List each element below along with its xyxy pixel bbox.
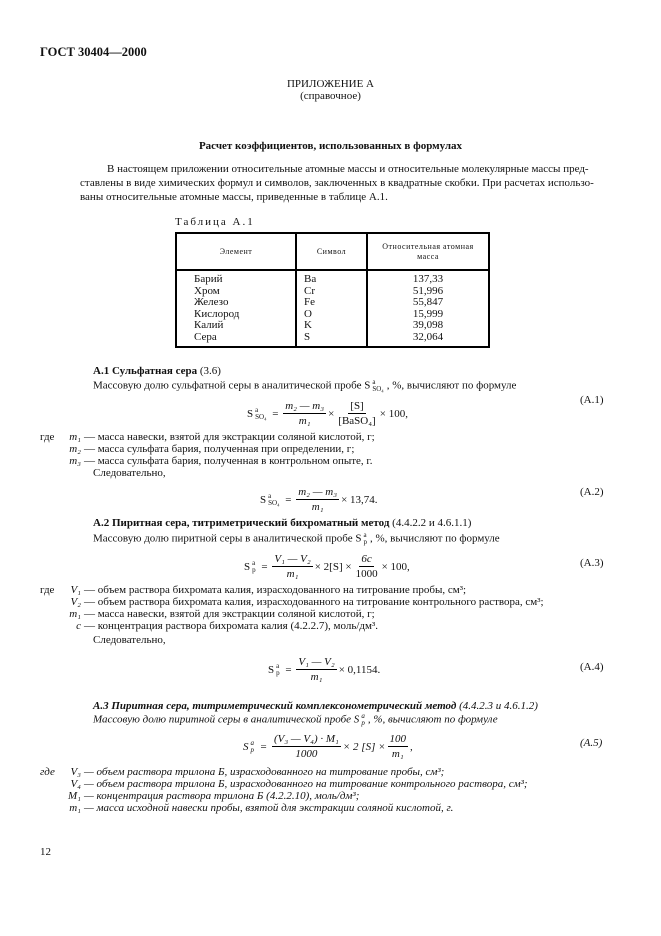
formula-a5: S a p = $\frac{\text{(V₃ — V₄) · M₁}}{1000}$ × 2 [S] × $\frac{100}{\text{m₁}}$ ,: [243, 733, 413, 760]
hence-text: Следовательно,: [93, 467, 166, 479]
table-cell: O: [304, 307, 312, 320]
intro-line: ставлены в виде химических формул и символов, заключенных в квадратные скобки. При расчетах использо-: [80, 177, 594, 189]
variable-definition: [52, 455, 375, 467]
table-cell: Калий: [194, 319, 224, 331]
table-cell: Барий: [194, 273, 223, 285]
section-a2-text: Массовую долю пиритной серы в аналитической пробе S a p , %, вычисляют по формуле: [93, 531, 500, 546]
variable-symbol: V₃: [70, 766, 81, 778]
table-cell: 51,996: [412, 284, 444, 297]
formula-label: (А.1): [580, 394, 604, 406]
variable-definition: [52, 790, 528, 802]
table-cell: Железо: [194, 296, 229, 308]
table-cell: S: [304, 330, 311, 343]
variable-symbol: m₁: [69, 431, 81, 443]
table-cell: Ba: [304, 273, 317, 285]
table-cell: K: [304, 319, 312, 331]
variable-description: — объем раствора трилона Б, израсходованного на титрование пробы, см³;: [84, 766, 445, 778]
where-label: где: [40, 431, 55, 443]
variable-symbol: V₁: [70, 584, 81, 596]
table-cell: Кислород: [194, 307, 240, 320]
variable-description: — масса сульфата бария, полученная при определении, г;: [84, 443, 355, 455]
where-label: где: [40, 766, 55, 778]
variable-symbol: V₂: [70, 596, 81, 608]
table-header: Символ: [316, 246, 347, 256]
where-label: где: [40, 584, 55, 596]
variable-description: — объем раствора бихромата калия, израсходованного на титрование контрольного раствора, см³;: [84, 596, 544, 608]
formula-a4: S a p = $\frac{\text{V₁ — V₂}}{\text{m₁}}$ × 0,1154.: [268, 656, 381, 683]
variable-description: — объем раствора бихромата калия, израсходованного на титрование пробы, см³;: [84, 584, 467, 596]
formula-a3: S a p = $\frac{\text{V₁ — V₂}}{\text{m₁}}$ × 2[S] × $\frac{6c}{1000}$ × 100,: [244, 553, 410, 580]
variable-description: — объем раствора трилона Б, израсходованного на титрование контрольного раствора, см³;: [84, 778, 528, 790]
page-number: 12: [40, 846, 51, 858]
section-a3-heading: А.3 Пиритная сера, титриметрический комплексонометрический метод (4.4.2.3 и 4.6.1.2): [93, 700, 538, 712]
variable-definition: [40, 584, 544, 596]
formula-label: (А.2): [580, 486, 604, 498]
variable-description: — концентрация раствора бихромата калия (4.2.2.7), моль/дм³.: [84, 620, 379, 632]
variable-definition: [52, 608, 544, 620]
formula-label: (А.5): [580, 737, 603, 749]
variable-definition: [52, 802, 528, 814]
variable-description: — масса навески, взятой для экстракции соляной кислотой, г;: [84, 431, 375, 443]
variable-description: — концентрация раствора трилона Б (4.2.2.10), моль/дм³;: [84, 790, 360, 802]
table-cell: 55,847: [412, 296, 444, 308]
variable-symbol: m₁: [69, 802, 81, 814]
appendix-heading: Расчет коэффициентов, использованных в формулах: [198, 140, 463, 152]
table-cell: Fe: [304, 296, 315, 308]
variable-definition: [52, 620, 544, 632]
section-a2-heading: А.2 Пиритная сера, титриметрический бихроматный метод (4.4.2.2 и 4.6.1.1): [93, 517, 472, 529]
table-caption: Таблица А.1: [175, 216, 255, 228]
variable-description: — масса навески, взятой для экстракции соляной кислотой, г;: [84, 608, 375, 620]
table-cell: 137,33: [412, 273, 444, 285]
formula-a2: S a SO₄ = $\frac{\text{m₂ — m₃}}{\text{m₁}}$ × 13,74.: [260, 486, 378, 513]
variable-definition: [40, 766, 528, 778]
table-header: Элемент: [219, 246, 253, 256]
variable-symbol: m₁: [69, 608, 81, 620]
formula-label: (А.3): [580, 557, 604, 569]
table-header: Относительная атомная масса: [382, 241, 474, 261]
formula-a1: S a SO₄ = $\frac{\text{m₂ — m₃}}{\text{m₁}}$ × $\frac{[S]}{\text{[BaSO₄]}}$ × 100,: [247, 400, 408, 427]
formula-label: (А.4): [580, 661, 604, 673]
variable-symbol: c: [76, 620, 81, 632]
table-cell: Сера: [194, 330, 217, 343]
table-cell: 39,098: [412, 319, 444, 331]
hence-text: Следовательно,: [93, 634, 166, 646]
variable-description: — масса сульфата бария, полученная в контрольном опыте, г.: [84, 455, 373, 467]
intro-line: В настоящем приложении относительные атомные массы и относительные молекулярные массы пред-: [107, 163, 589, 175]
appendix-subtitle: (справочное): [300, 90, 361, 102]
document-id: ГОСТ 30404—2000: [40, 45, 147, 59]
table-cell: Хром: [194, 284, 220, 297]
variable-description: — масса исходной навески пробы, взятой для экстракции соляной кислотой, г.: [84, 802, 454, 814]
variable-symbol: m₃: [69, 455, 81, 467]
appendix-title: ПРИЛОЖЕНИЕ А: [286, 78, 374, 90]
variable-symbol: V₄: [70, 778, 81, 790]
section-a1-text: Массовую долю сульфатной серы в аналитической пробе S a SO₄ , %, вычисляют по формуле: [93, 378, 517, 393]
table-cell: 15,999: [412, 307, 444, 320]
section-a1-heading: А.1 Сульфатная сера (3.6): [93, 365, 221, 377]
table-cell: Cr: [304, 284, 315, 297]
variable-definition: [52, 443, 375, 455]
variable-symbol: M₁: [68, 790, 81, 802]
atomic-mass-table: [175, 232, 490, 348]
variable-definition: [52, 596, 544, 608]
table-cell: 32,064: [412, 330, 444, 343]
variable-symbol: m₂: [69, 443, 81, 455]
variable-definition: [52, 778, 528, 790]
variable-definition: [40, 431, 375, 443]
section-a3-text: Массовую долю пиритной серы в аналитической пробе S a p , %, вычисляют по формуле: [93, 712, 498, 727]
intro-line: ваны относительные атомные массы, приведенные в таблице А.1.: [80, 191, 388, 203]
